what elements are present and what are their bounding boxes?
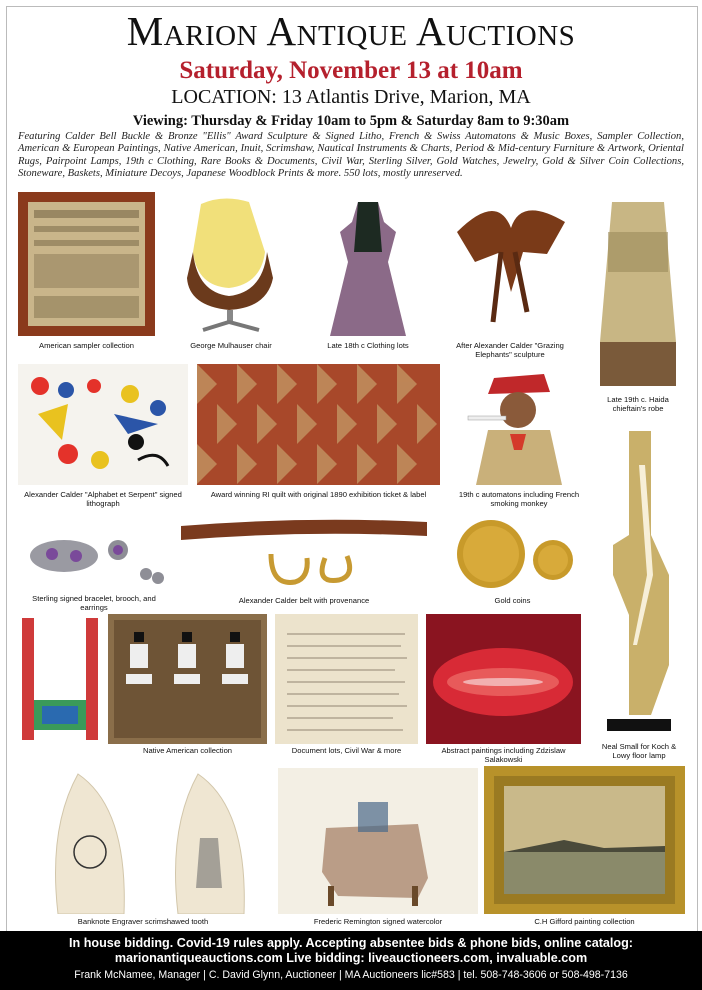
floor-lamp-photo [593,425,685,739]
native-rug-photo [108,614,267,744]
caption-native: Native American collection [142,746,233,755]
auction-location: LOCATION: 13 Atlantis Drive, Marion, MA [171,86,531,108]
remington-photo [278,768,478,914]
calder-litho-photo [18,364,188,485]
chair-photo [163,192,299,336]
caption-sampler: American sampler collection [39,341,134,350]
scrimshaw-photo [18,768,268,914]
footer-bidding-info: In house bidding. Covid-19 rules apply. Accepting absentee bids & phone bids, online catalog: [69,936,633,950]
caption-automatons: 19th c automatons including French smoking monkey [458,490,580,508]
caption-documents: Document lots, Civil War & more [291,746,402,755]
caption-remington: Frederic Remington signed watercolor [313,917,443,926]
caption-clothing: Late 18th c Clothing lots [327,341,409,350]
caption-haida: Late 19th c. Haida chieftain's robe [607,395,669,413]
gifford-painting-photo [484,766,685,914]
abstract-painting-photo [426,614,581,744]
caption-sterling: Sterling signed bracelet, brooch, and earrings [32,594,156,612]
sterling-photo [18,528,170,592]
caption-chair: George Mulhauser chair [190,341,272,350]
caption-calder-litho: Alexander Calder "Alphabet et Serpent" signed lithograph [24,490,182,508]
viewing-hours: Viewing: Thursday & Friday 10am to 5pm & Saturday 8am to 9:30am [132,113,570,129]
footer-websites: marionantiqueauctions.com Live bidding: liveauctioneers.com, invaluable.com [114,951,588,965]
footer-bar [0,931,702,990]
caption-scrimshaw: Banknote Engraver scrimshawed tooth [77,917,209,926]
documents-photo [275,614,418,744]
caption-lamp: Neal Small for Koch & Lowy floor lamp [601,742,677,760]
clothing-photo [306,192,430,336]
quilt-photo [197,364,440,485]
caption-abstract: Abstract paintings including Zdzislaw Salakowski [441,746,566,764]
calder-belt-photo [175,514,433,592]
beadwork-photo [18,614,102,744]
footer-contact: Frank McNamee, Manager | C. David Glynn, Auctioneer | MA Auctioneers lic#583 | tel. 508-748-3606 or 508-498-7136 [74,969,628,981]
auction-title: Marion Antique Auctions [126,8,576,54]
caption-calder-sculpture: After Alexander Calder "Grazing Elephants" sculpture [456,341,564,359]
auction-date: Saturday, November 13 at 10am [179,57,523,84]
sampler-photo [18,192,155,336]
caption-belt: Alexander Calder belt with provenance [238,596,370,605]
gold-coins-photo [441,514,584,592]
automaton-photo [454,364,584,485]
caption-gold: Gold coins [494,596,531,605]
haida-robe-photo [592,192,684,392]
featuring-description: Featuring Calder Bell Buckle & Bronze "Ellis" Award Sculpture & Signed Litho, French & Swiss Automatons & Music Boxes, Sampler Collection, American & European Paintings, Native American, Inuit, Scrimshaw, Nautical Instruments & Charts, Period & Mid-century Furniture & Artwork, Oriental Rugs, Pairpoint Lamps, 19th c Clothing, Rare Books & Documents, Civil War, Sterling Silver, Gold Watches, Jewelry, Gold & Silver Coin Collections, Stoneware, Baskets, Miniature Decoys, Japanese Woodblock Prints & more. 550 lots, mostly unreserved. [18,131,684,180]
caption-quilt: Award winning RI quilt with original 1890 exhibition ticket & label [210,490,427,499]
caption-gifford: C.H Gifford painting collection [534,917,635,926]
calder-sculpture-photo [437,192,583,336]
